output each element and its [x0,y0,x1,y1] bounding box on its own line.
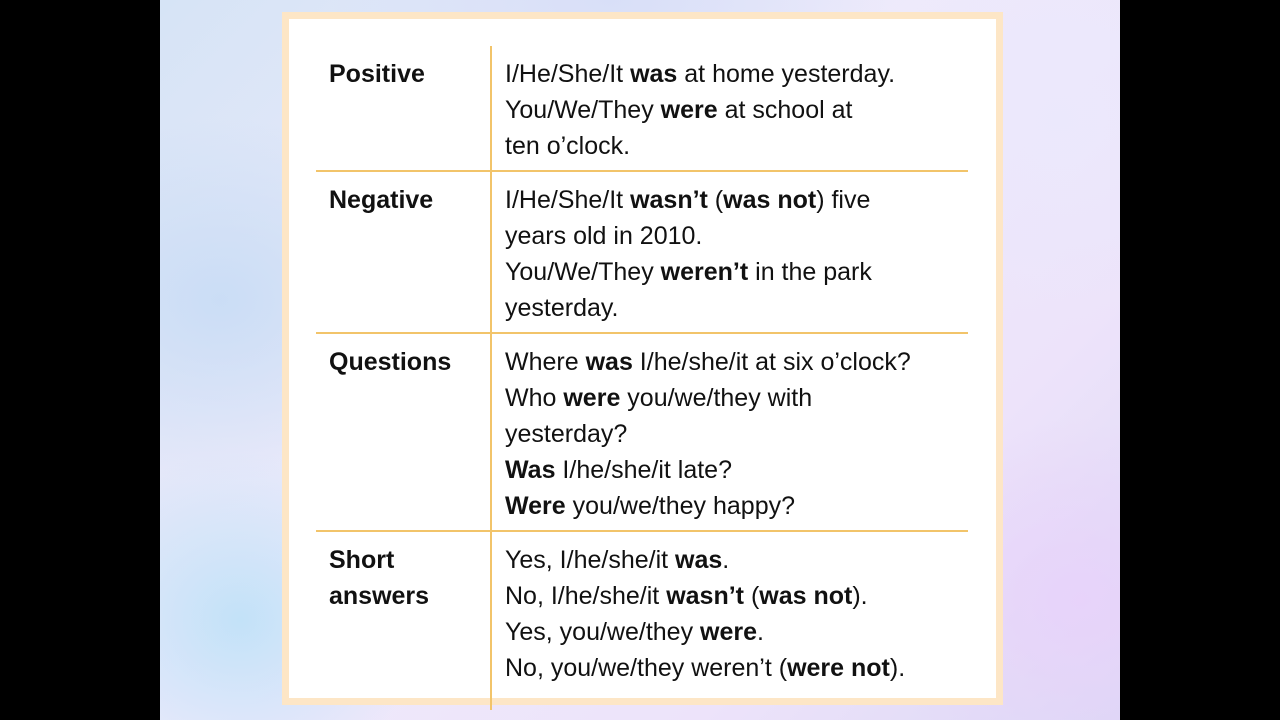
sentence-text: yesterday. [505,294,619,322]
sentence-text: at school at [717,96,853,124]
verb-highlight: were not [787,654,890,682]
row-content [491,171,968,333]
row-label [316,46,491,171]
row-content [491,333,968,531]
grammar-card-inner [289,19,996,698]
sentence-text: I/He/She/It [505,186,631,214]
row-label-line: answers [329,582,430,610]
row-label [316,171,491,333]
table-row-short-answers [316,531,968,710]
row-content [491,46,968,171]
row-label [316,333,491,531]
sentence-text: I/He/She/It [505,60,631,88]
verb-highlight: wasn’t [630,186,708,214]
example-sentence [505,254,968,290]
verb-highlight: was not [759,582,853,610]
sentence-text: you/we/they happy? [565,492,796,520]
verb-highlight: weren’t [660,258,749,286]
example-sentence [505,290,968,326]
example-sentence [505,128,968,164]
verb-highlight: were [563,384,621,412]
verb-highlight: Were [505,492,566,520]
sentence-text: ) five [816,186,871,214]
sentence-text: You/We/They [505,258,661,286]
verb-highlight: was [585,348,633,376]
row-label-text: Negative [329,186,434,214]
sentence-text: I/he/she/it late? [555,456,732,484]
example-sentence [505,182,968,218]
sentence-text: No, I/he/she/it [505,582,667,610]
example-sentence [505,92,968,128]
example-sentence [505,344,968,380]
sentence-text: years old in 2010. [505,222,703,250]
verb-highlight: were [700,618,758,646]
sentence-text: at home yesterday. [677,60,896,88]
example-sentence [505,218,968,254]
sentence-text: ( [707,186,724,214]
sentence-text: I/he/she/it at six o’clock? [632,348,911,376]
grammar-table [316,46,968,710]
example-sentence [505,452,968,488]
slide-background [160,0,1120,720]
sentence-text: Yes, I/he/she/it [505,546,676,574]
verb-highlight: were [660,96,718,124]
sentence-text: in the park [748,258,872,286]
example-sentence [505,56,968,92]
row-label-text: Positive [329,60,425,88]
row-content [491,531,968,710]
sentence-text: . [722,546,730,574]
sentence-text: You/We/They [505,96,661,124]
table-row-questions [316,333,968,531]
sentence-text: Yes, you/we/they [505,618,701,646]
sentence-text: ). [852,582,868,610]
example-sentence [505,380,968,416]
example-sentence [505,542,968,578]
sentence-text: you/we/they with [620,384,813,412]
sentence-text: ten o’clock. [505,132,631,160]
row-label-line: Short [329,546,395,574]
verb-highlight: wasn’t [666,582,744,610]
sentence-text: ). [889,654,906,682]
verb-highlight: Was [505,456,556,484]
sentence-text: . [757,618,764,646]
sentence-text: Who [505,384,564,412]
verb-highlight: was not [723,186,817,214]
table-row-negative [316,171,968,333]
sentence-text: ( [744,582,760,610]
row-label [316,531,491,710]
example-sentence [505,614,968,650]
example-sentence [505,488,968,524]
example-sentence [505,416,968,452]
example-sentence [505,578,968,614]
grammar-card [282,12,1003,705]
sentence-text: yesterday? [505,420,628,448]
verb-highlight: was [630,60,678,88]
sentence-text: Where [505,348,586,376]
verb-highlight: was [675,546,723,574]
sentence-text: No, you/we/they weren’t ( [505,654,788,682]
example-sentence [505,650,968,686]
row-label-text: Questions [329,348,452,376]
table-row-positive [316,46,968,171]
